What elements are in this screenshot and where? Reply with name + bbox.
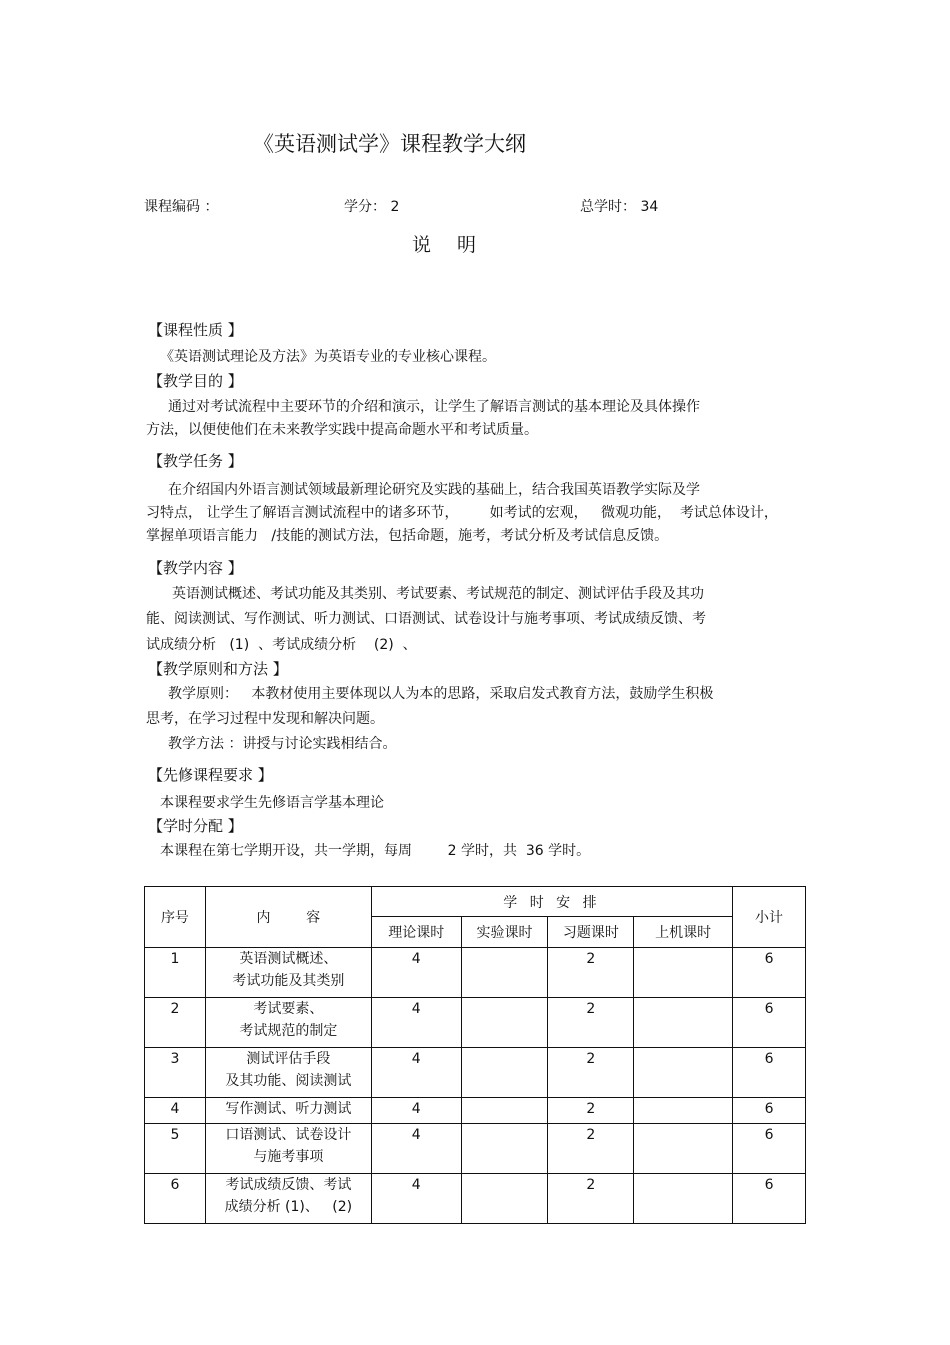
principles-line-1: 教学原则： 本教材使用主要体现以人为本的思路，采取启发式教育方法，鼓励学生积极 (168, 686, 714, 702)
row-content-line-1: 考试要素、 (253, 1001, 324, 1017)
hours-text: 本课程在第七学期开设，共一学期，每周 2 学时，共 36 学时。 (160, 843, 591, 859)
document-title: 《英语测试学》课程教学大纲 (253, 132, 526, 156)
section-subtitle: 说明 (412, 234, 503, 256)
header-theory: 理论课时 (371, 917, 461, 948)
row-content-line-1: 考试成绩反馈、考试 (225, 1177, 352, 1193)
table-row (145, 998, 806, 1048)
row-content (205, 1098, 371, 1124)
content-line-3: 试成绩分析 (1) 、考试成绩分析 (2) 、 (146, 637, 417, 653)
row-content-line-2: 考试规范的制定 (239, 1023, 338, 1039)
row-content-line-1: 口语测试、试卷设计 (225, 1127, 352, 1143)
total-hours-info (580, 196, 658, 216)
purpose-line-1: 通过对考试流程中主要环节的介绍和演示，让学生了解语言测试的基本理论及具体操作 (168, 399, 700, 415)
header-subtotal: 小计 (733, 887, 806, 948)
header-computer: 上机课时 (634, 917, 733, 948)
row-seq: 1 (145, 948, 206, 998)
row-content (205, 948, 371, 998)
row-exercise: 2 (548, 1174, 634, 1224)
row-exercise: 2 (548, 948, 634, 998)
row-content (205, 1124, 371, 1174)
row-theory: 4 (371, 1174, 461, 1224)
row-computer (634, 998, 733, 1048)
row-computer (634, 1048, 733, 1098)
principles-heading: 【教学原则和方法 】 (148, 660, 288, 678)
header-exercise: 习题课时 (548, 917, 634, 948)
row-computer (634, 1098, 733, 1124)
total-hours-label: 总学时： (580, 199, 636, 215)
row-content (205, 1048, 371, 1098)
row-lab (461, 998, 548, 1048)
row-seq: 2 (145, 998, 206, 1048)
header-seq: 序号 (145, 887, 206, 948)
credit-value: 2 (390, 199, 400, 215)
row-content-line-2: 及其功能、阅读测试 (225, 1073, 352, 1089)
header-hours-group: 学 时 安 排 (371, 887, 732, 917)
row-seq: 3 (145, 1048, 206, 1098)
row-lab (461, 1174, 548, 1224)
row-exercise: 2 (548, 998, 634, 1048)
row-seq: 4 (145, 1098, 206, 1124)
principles-line-3: 教学方法 ：讲授与讨论实践相结合。 (168, 736, 397, 752)
content-line-2: 能、阅读测试、写作测试、听力测试、口语测试、试卷设计与施考事项、考试成绩反馈、考 (146, 611, 706, 627)
row-content-line-2: 与施考事项 (253, 1149, 324, 1165)
total-hours-value: 34 (640, 199, 659, 215)
row-lab (461, 1098, 548, 1124)
table-row (145, 948, 806, 998)
row-subtotal: 6 (733, 1124, 806, 1174)
row-subtotal: 6 (733, 948, 806, 998)
row-exercise: 2 (548, 1098, 634, 1124)
row-theory: 4 (371, 1048, 461, 1098)
row-subtotal: 6 (733, 1174, 806, 1224)
row-content-line-1: 英语测试概述、 (239, 951, 338, 967)
row-content-line-2: 成绩分析 (1)、 (2) (224, 1199, 353, 1215)
credit-info (344, 196, 399, 216)
table-row (145, 1124, 806, 1174)
purpose-heading: 【教学目的 】 (148, 372, 243, 390)
prereq-text: 本课程要求学生先修语言学基本理论 (160, 795, 384, 811)
row-subtotal: 6 (733, 1048, 806, 1098)
row-content (205, 1174, 371, 1224)
course-code-label: 课程编码 ： (144, 199, 219, 215)
content-line-1: 英语测试概述、考试功能及其类别、考试要素、考试规范的制定、测试评估手段及其功 (172, 586, 704, 602)
nature-text: 《英语测试理论及方法》为英语专业的专业核心课程。 (160, 349, 496, 365)
task-line-2: 习特点， 让学生了解语言测试流程中的诸多环节， 如考试的宏观， 微观功能， 考试总体设计， (146, 505, 778, 521)
hours-heading: 【学时分配 】 (148, 817, 243, 835)
schedule-table (144, 886, 806, 1224)
purpose-line-2: 方法，以便使他们在未来教学实践中提高命题水平和考试质量。 (146, 422, 538, 438)
header-content: 内 容 (205, 887, 371, 948)
row-content-line-1: 测试评估手段 (246, 1051, 331, 1067)
row-exercise: 2 (548, 1048, 634, 1098)
task-heading: 【教学任务 】 (148, 452, 243, 470)
table-row (145, 1174, 806, 1224)
row-theory: 4 (371, 1098, 461, 1124)
task-line-3: 掌握单项语言能力 /技能的测试方法，包括命题，施考，考试分析及考试信息反馈。 (146, 528, 669, 544)
row-computer (634, 1124, 733, 1174)
row-subtotal: 6 (733, 1098, 806, 1124)
row-theory: 4 (371, 1124, 461, 1174)
table-row (145, 1098, 806, 1124)
table-row (145, 1048, 806, 1098)
row-lab (461, 1048, 548, 1098)
row-content-line-1: 写作测试、听力测试 (225, 1101, 352, 1117)
principles-line-2: 思考，在学习过程中发现和解决问题。 (146, 711, 384, 727)
row-content (205, 998, 371, 1048)
row-theory: 4 (371, 948, 461, 998)
row-computer (634, 1174, 733, 1224)
prereq-heading: 【先修课程要求 】 (148, 766, 273, 784)
content-heading: 【教学内容 】 (148, 559, 243, 577)
row-exercise: 2 (548, 1124, 634, 1174)
row-seq: 5 (145, 1124, 206, 1174)
row-lab (461, 948, 548, 998)
row-theory: 4 (371, 998, 461, 1048)
nature-heading: 【课程性质 】 (148, 321, 243, 339)
row-lab (461, 1124, 548, 1174)
row-content-line-2: 考试功能及其类别 (232, 973, 345, 989)
row-subtotal: 6 (733, 998, 806, 1048)
row-computer (634, 948, 733, 998)
task-line-1: 在介绍国内外语言测试领域最新理论研究及实践的基础上，结合我国英语教学实际及学 (168, 482, 700, 498)
header-lab: 实验课时 (461, 917, 548, 948)
row-seq: 6 (145, 1174, 206, 1224)
credit-label: 学分： (344, 199, 386, 215)
